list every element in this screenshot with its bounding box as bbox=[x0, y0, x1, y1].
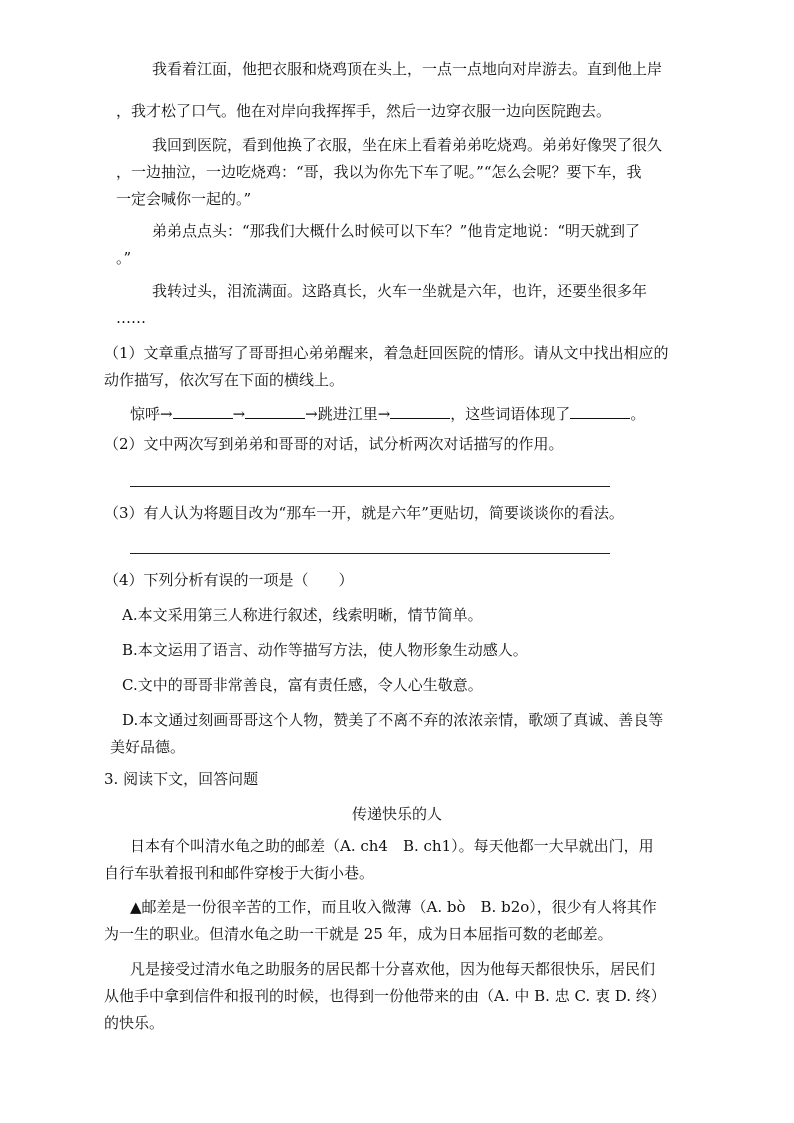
story-p2-line3: 一定会喊你一起的。” bbox=[116, 190, 252, 208]
answer-blank-2[interactable] bbox=[245, 404, 305, 419]
fill-start: 惊呼→ bbox=[130, 405, 173, 423]
fill-end: 。 bbox=[630, 405, 646, 423]
answer-blank-1[interactable] bbox=[173, 404, 233, 419]
question-3-answer-line[interactable] bbox=[130, 553, 610, 554]
option-d-line1: D.本文通过刻画哥哥这个人物，赞美了不离不弃的浓浓亲情，歌颂了真诚、善良等 bbox=[122, 711, 664, 729]
story-p3-line1: 弟弟点点头：“那我们大概什么时候可以下车？”他肯定地说：“明天就到了 bbox=[152, 222, 641, 240]
story-p2-line2: ，一边抽泣，一边吃烧鸡：“哥，我以为你先下车了呢。”“怎么会呢？要下车，我 bbox=[116, 163, 642, 181]
story-p4-line1: 我转过头，泪流满面。这路真长，火车一坐就是六年，也许，还要坐很多年 bbox=[152, 282, 648, 300]
story-p2-line1: 我回到医院，看到他换了衣服，坐在床上看着弟弟吃烧鸡。弟弟好像哭了很久 bbox=[152, 136, 663, 154]
answer-blank-3[interactable] bbox=[390, 404, 450, 419]
article-p3-line1: 凡是接受过清水龟之助服务的居民都十分喜欢他，因为他每天都很快乐，居民们 bbox=[130, 960, 656, 978]
question-2: （2）文中两次写到弟弟和哥哥的对话，试分析两次对话描写的作用。 bbox=[104, 435, 564, 453]
section-3-heading: 3. 阅读下文，回答问题 bbox=[104, 770, 259, 788]
question-4: （4）下列分析有误的一项是（ ） bbox=[104, 571, 354, 589]
question-2-answer-line[interactable] bbox=[130, 486, 610, 487]
fill-arrow-1: → bbox=[232, 405, 246, 423]
fill-arrow-2: →跳进江里→ bbox=[305, 405, 391, 423]
story-p4-line2: …… bbox=[116, 309, 146, 327]
article-p1-line1: 日本有个叫清水龟之助的邮差（A. ch4 B. ch1）。每天他都一大早就出门，用 bbox=[130, 837, 654, 855]
question-3: （3）有人认为将题目改为“那车一开，就是六年”更贴切，简要谈谈你的看法。 bbox=[104, 504, 624, 522]
fill-tail: ，这些词语体现了 bbox=[450, 405, 571, 423]
article-p1-line2: 自行车驮着报刊和邮件穿梭于大街小巷。 bbox=[104, 864, 375, 882]
article-p3-line3: 的快乐。 bbox=[104, 1014, 165, 1032]
answer-blank-4[interactable] bbox=[570, 404, 630, 419]
article-title: 传递快乐的人 bbox=[351, 805, 442, 823]
question-1-line1: （1）文章重点描写了哥哥担心弟弟醒来，着急赶回医院的情形。请从文中找出相应的 bbox=[104, 344, 669, 362]
article-p2-line2: 为一生的职业。但清水龟之助一干就是 25 年，成为日本屈指可数的老邮差。 bbox=[104, 925, 613, 943]
story-p1-line1: 我看着江面，他把衣服和烧鸡顶在头上，一点一点地向对岸游去。直到他上岸 bbox=[152, 60, 663, 78]
article-p2-line1: ▲邮差是一份很辛苦的工作，而且收入微薄（A. bò B. b2o），很少有人将其作 bbox=[130, 898, 657, 916]
option-d-line2: 美好品德。 bbox=[110, 738, 186, 756]
option-b: B.本文运用了语言、动作等描写方法，使人物形象生动感人。 bbox=[122, 641, 528, 659]
option-c: C.文中的哥哥非常善良，富有责任感，令人心生敬意。 bbox=[122, 676, 483, 694]
question-1-line2: 动作描写，依次写在下面的横线上。 bbox=[104, 371, 345, 389]
story-p3-line2: 。” bbox=[116, 249, 132, 267]
option-a: A.本文采用第三人称进行叙述，线索明晰，情节简单。 bbox=[122, 606, 483, 624]
article-p3-line2: 从他手中拿到信件和报刊的时候，也得到一份他带来的由（A. 中 B. 忠 C. 衷 D. 终） bbox=[104, 987, 666, 1005]
story-p1-line2: ，我才松了口气。他在对岸向我挥挥手，然后一边穿衣服一边向医院跑去。 bbox=[116, 102, 612, 120]
